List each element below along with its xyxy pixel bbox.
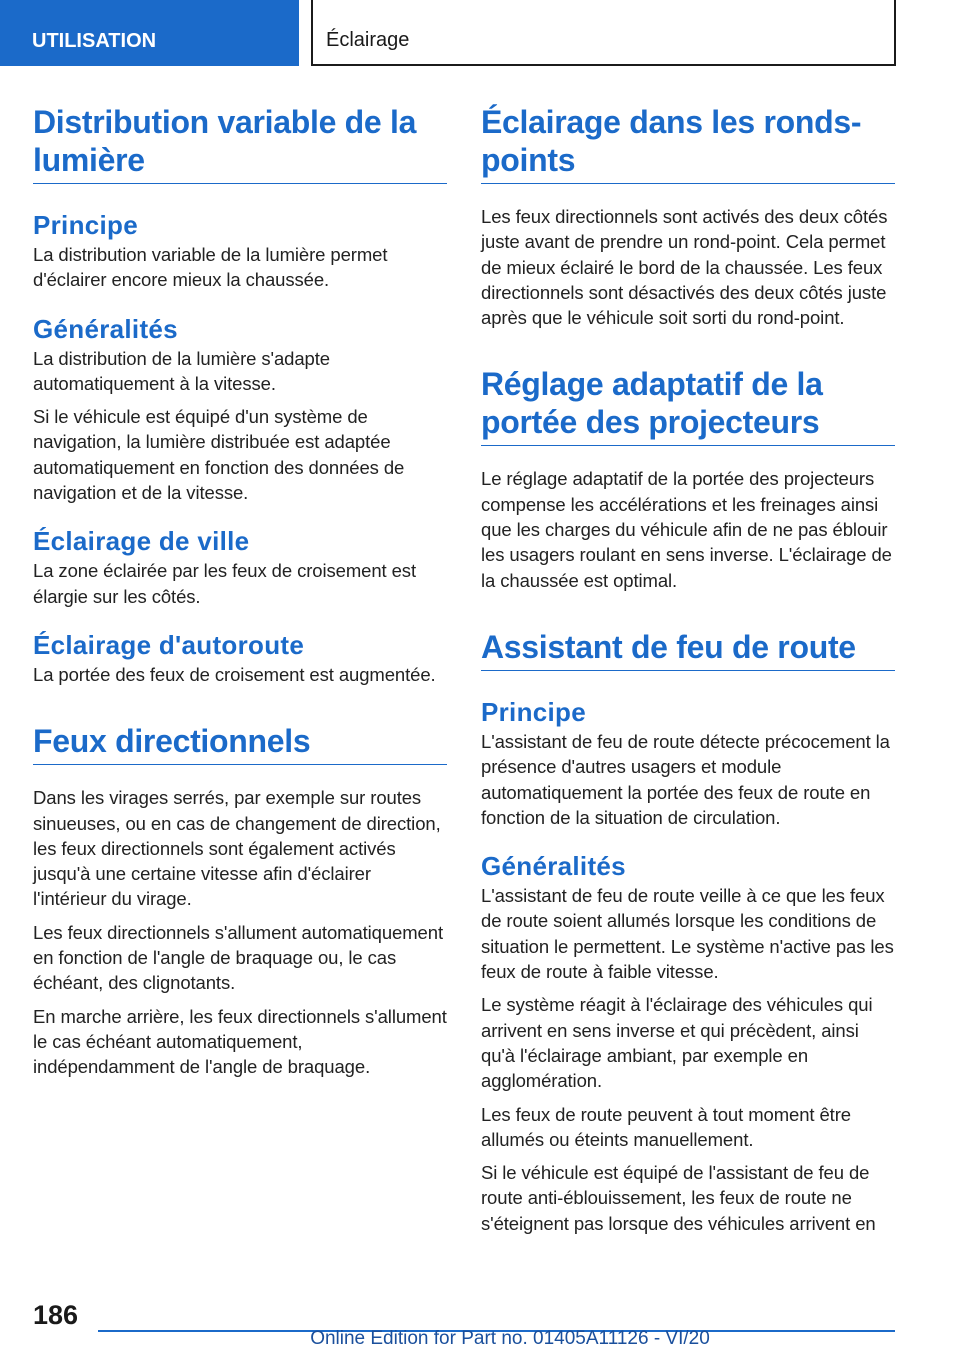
feux-paragraph-1: Dans les virages serrés, par exemple sur routes sinueuses, ou en cas de changement de direction, les feux directionnels sont également activés jusqu'à une certaine vitesse afin d'éclairer l'intérieur du virage.: [33, 787, 441, 910]
page-number: 186: [33, 1300, 79, 1330]
principe-text: La distribution variable de la lumière permet d'éclairer encore mieux la chaussée.: [33, 244, 388, 291]
feux-paragraph-2: Les feux directionnels s'allument automatiquement en fonction de l'angle de braquage ou, le cas échéant, des clignotants.: [33, 921, 443, 994]
generalites-assistant-paragraph-2: Le système réagit à l'éclairage des véhicules qui arrivent en sens inverse et qui précèdent, ainsi qu'à l'éclairage ambiant, par exemple en agglomération.: [481, 994, 873, 1092]
generalites-assistant-paragraph-3: Les feux de route peuvent à tout moment être allumés ou éteints manuellement.: [481, 1103, 851, 1150]
feux-paragraph-3: En marche arrière, les feux directionnels s'allument le cas échéant automatiquement, indépendamment de l'angle de braquage.: [33, 1005, 447, 1078]
heading-feux-directionnels: Feux directionnels: [33, 722, 447, 765]
generalites-assistant-paragraph-1: L'assistant de feu de route veille à ce que les feux de route soient allumés lorsque les conditions de situation le permettent. Le système n'active pas les feux de route à faible vitesse.: [481, 885, 894, 983]
subheading-principe: Principe: [33, 210, 138, 240]
eclairage-ville-text: La zone éclairée par les feux de croisement est élargie sur les côtés.: [33, 560, 416, 607]
chapter-title: Éclairage: [311, 0, 896, 66]
left-column: [33, 103, 447, 1080]
section-tab: UTILISATION: [0, 0, 299, 66]
subheading-eclairage-autoroute: Éclairage d'autoroute: [33, 629, 305, 660]
reglage-text: Le réglage adaptatif de la portée des projecteurs compense les accélérations et les freinages ainsi que les charges du véhicule afin de ne pas éblouir les usagers roulant en sens inverse. L'éclairage de la chaussée est optimal.: [481, 468, 892, 591]
heading-reglage-adaptatif: Réglage adaptatif de la portée des projecteurs: [481, 365, 895, 446]
heading-distribution-variable: Distribution variable de la lumière: [33, 103, 447, 184]
generalites-paragraph-1: La distribution de la lumière s'adapte automatiquement à la vitesse.: [33, 347, 330, 394]
subheading-eclairage-ville: Éclairage de ville: [33, 526, 250, 557]
principe-assistant-text: L'assistant de feu de route détecte précocement la présence d'autres usagers et module automatiquement la portée des feux de route en fonction de la situation de circulation.: [481, 730, 890, 828]
ronds-points-text: Les feux directionnels sont activés des deux côtés juste avant de prendre un rond-point. Cela permet de mieux éclairé le bord de la chaussée. Les feux directionnels sont désactivés des deux côtés juste après que le véhicule soit sorti du rond-point.: [481, 206, 888, 329]
generalites-paragraph-2: Si le véhicule est équipé d'un système de navigation, la lumière distribuée est adaptée automatiquement en fonction des données de navigation et de la vitesse.: [33, 406, 405, 504]
eclairage-autoroute-text: La portée des feux de croisement est augmentée.: [33, 663, 436, 685]
subheading-generalites: Généralités: [33, 313, 178, 344]
right-column: [481, 103, 895, 1236]
edition-text: Online Edition for Part no. 01405A11126 - VI/20: [310, 1328, 710, 1349]
subheading-principe-assistant: Principe: [481, 696, 586, 727]
generalites-assistant-paragraph-4: Si le véhicule est équipé de l'assistant de feu de route anti-éblouissement, les feux de route ne s'éteignent pas lorsque des véhicules arrivent en: [481, 1162, 876, 1234]
heading-assistant-feu-route: Assistant de feu de route: [481, 628, 895, 671]
page-header: [0, 0, 960, 66]
heading-ronds-points: Éclairage dans les ronds-points: [481, 103, 895, 184]
footer-edition: [0, 1328, 960, 1350]
subheading-generalites-assistant: Généralités: [481, 851, 626, 882]
